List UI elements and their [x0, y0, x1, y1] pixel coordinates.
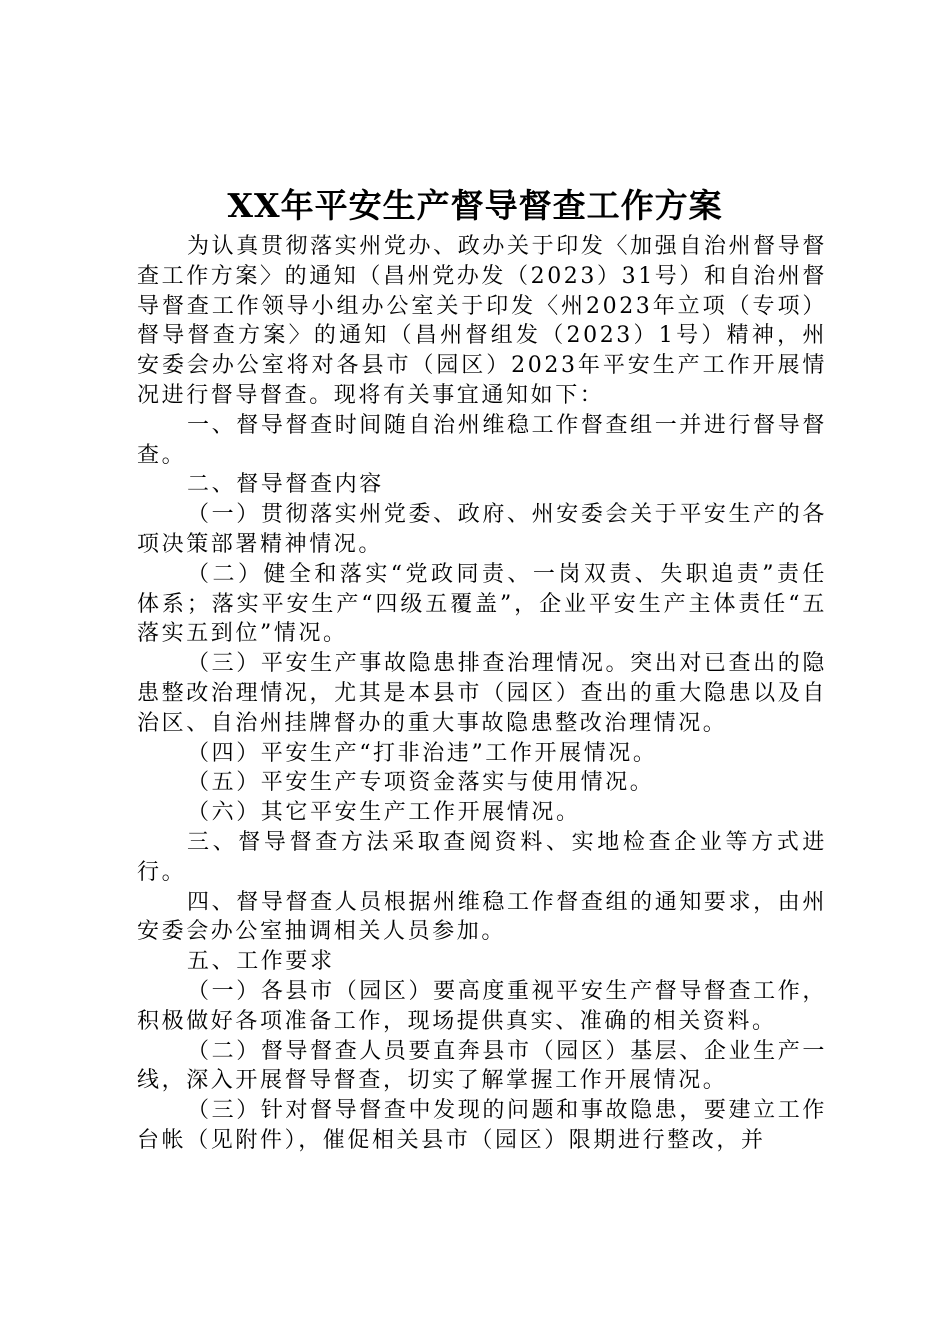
- paragraph-item-5-1: （一）各县市（园区）要高度重视平安生产督导督查工作，积极做好各项准备工作，现场提供真实、准确的相关资料。: [137, 978, 827, 1034]
- paragraph-item-5-2: （二）督导督查人员要直奔县市（园区）基层、企业生产一线，深入开展督导督查，切实了解掌握工作开展情况。: [137, 1038, 827, 1094]
- paragraph-item-5-3: （三）针对督导督查中发现的问题和事故隐患，要建立工作台帐（见附件），催促相关县市（园区）限期进行整改，并: [137, 1098, 827, 1153]
- paragraph-section-3: 三、督导督查方法采取查阅资料、实地检查企业等方式进行。: [137, 829, 827, 885]
- paragraph-item-2-6: （六）其它平安生产工作开展情况。: [187, 800, 581, 826]
- paragraph-item-2-5: （五）平安生产专项资金落实与使用情况。: [187, 770, 655, 796]
- paragraph-section-1: 一、督导督查时间随自治州维稳工作督查组一并进行督导督查。: [137, 412, 827, 468]
- paragraph-item-2-1: （一）贯彻落实州党委、政府、州安委会关于平安生产的各项决策部署精神情况。: [137, 502, 827, 557]
- paragraph-section-5-heading: 五、工作要求: [187, 949, 335, 975]
- paragraph-section-4: 四、督导督查人员根据州维稳工作督查组的通知要求，由州安委会办公室抽调相关人员参加。: [137, 889, 827, 945]
- paragraph-section-2-heading: 二、督导督查内容: [187, 472, 384, 498]
- paragraph-item-2-2: （二）健全和落实“党政同责、一岗双责、失职追责”责任体系；落实平安生产“四级五覆盖”，企业平安生产主体责任“五落实五到位”情况。: [137, 561, 827, 647]
- paragraph-item-2-4: （四）平安生产“打非治违”工作开展情况。: [187, 740, 658, 766]
- document-title: XX年平安生产督导督查工作方案: [227, 186, 723, 225]
- document-body: [137, 232, 827, 1156]
- paragraph-item-2-3: （三）平安生产事故隐患排查治理情况。突出对已查出的隐患整改治理情况，尤其是本县市（园区）查出的重大隐患以及自治区、自治州挂牌督办的重大事故隐患整改治理情况。: [137, 651, 827, 736]
- paragraph-intro: 为认真贯彻落实州党办、政办关于印发〈加强自治州督导督查工作方案〉的通知（昌州党办发（2023）31号）和自治州督导督查工作领导小组办公室关于印发〈州2023年立项（专项）督导督查方案〉的通知（昌州督组发（2023）1号）精神，州安委会办公室将对各县市（园区）2023年平安生产工作开展情况进行督导督查。现将有关事宜通知如下：: [137, 234, 827, 408]
